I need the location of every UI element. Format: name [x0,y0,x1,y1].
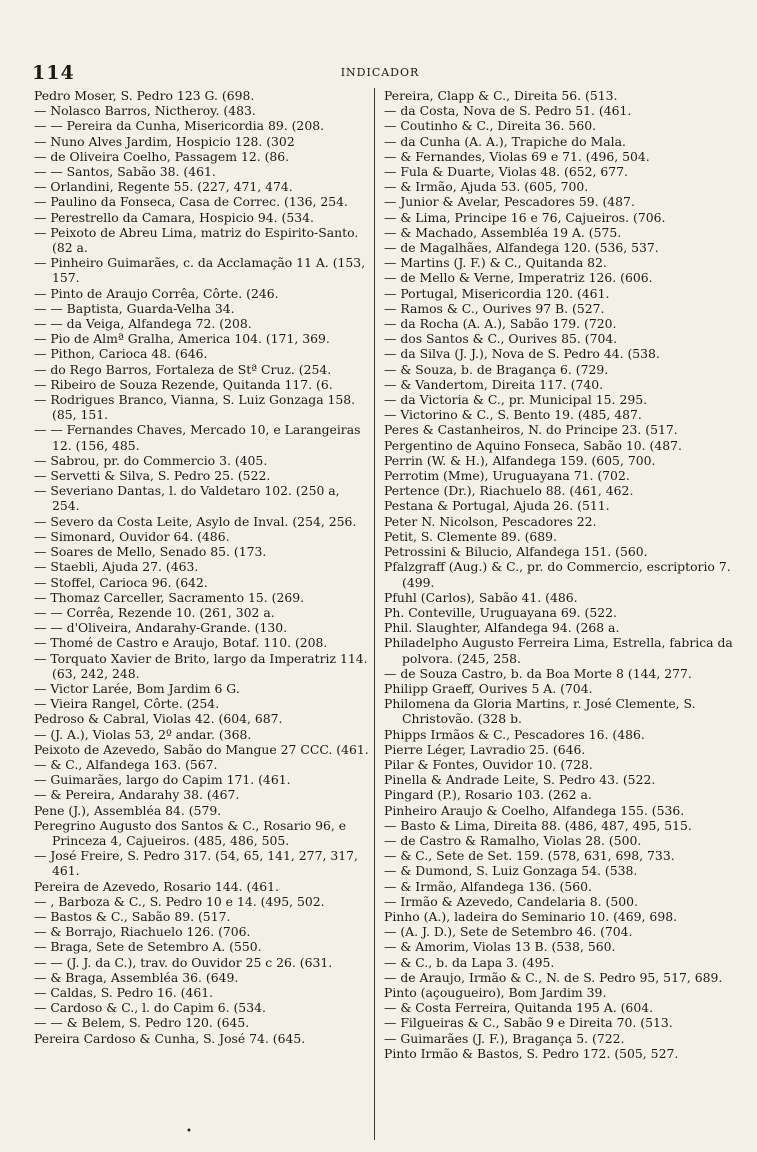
directory-entry: — & Amorim, Violas 13 B. (538, 560. [384,939,616,955]
directory-entry: — Filgueiras & C., Sabão 9 e Direita 70. (513. [384,1015,673,1031]
directory-entry: — & Vandertom, Direita 117. (740. [384,376,604,392]
directory-entry: — da Silva (J. J.), Nova de S. Pedro 44. (538. [384,346,660,362]
directory-entry: Pingard (P.), Rosario 103. (262 a. [384,787,592,803]
directory-entry: — & Dumond, S. Luiz Gonzaga 54. (538. [384,863,638,879]
directory-entry: — Nolasco Barros, Nictheroy. (483. [34,103,256,119]
column-divider [374,88,375,1140]
directory-entry: — Peixoto de Abreu Lima, matriz do Espirito-Santo. (82 a. [34,224,359,256]
directory-entry: — da Victoria & C., pr. Municipal 15. 295. [384,392,648,408]
directory-entry: — de Oliveira Coelho, Passagem 12. (86. [34,148,290,164]
directory-entry: Pierre Léger, Lavradio 25. (646. [384,741,586,757]
directory-entry: — & Fernandes, Violas 69 e 71. (496, 504. [384,148,650,164]
page-number: 114 [32,62,75,84]
directory-entry: Pene (J.), Assembléa 84. (579. [34,802,222,818]
directory-entry: Peter N. Nicolson, Pescadores 22. [384,513,597,529]
directory-entry: Philomena da Gloria Martins, r. José Clemente, S. Christovão. (328 b. [384,696,696,727]
directory-entry: — José Freire, S. Pedro 317. (54, 65, 141, 277, 317, 461. [34,848,358,879]
directory-entry: — Torquato Xavier de Brito, largo da Imperatriz 114. (63, 242, 248. [34,650,368,681]
directory-entry: Pinheiro Araujo & Coelho, Alfandega 155. (536. [384,802,685,818]
directory-entry: — Thomé de Castro e Araujo, Botaf. 110. (208. [34,635,328,651]
right-column [384,88,752,1061]
directory-entry: Pilar & Fontes, Ouvidor 10. (728. [384,756,593,772]
directory-entry: Peres & Castanheiros, N. do Principe 23. (517. [384,422,678,438]
directory-entry: — de Mello & Verne, Imperatriz 126. (606. [384,270,653,286]
directory-entry: Petit, S. Clemente 89. (689. [384,528,557,544]
directory-entry: — Pithon, Carioca 48. (646. [34,346,208,362]
footer-mark: • [186,1126,192,1137]
directory-entry: — & C., b. da Lapa 3. (495. [384,954,555,970]
directory-entry: — da Cunha (A. A.), Trapiche do Mala. [384,133,626,149]
directory-entry: — Irmão & Azevedo, Candelaria 8. (500. [384,893,638,909]
directory-entry: — Servetti & Silva, S. Pedro 25. (522. [34,468,271,484]
directory-entry: Pereira, Clapp & C., Direita 56. (513. [384,88,618,103]
running-title: INDICADOR [340,66,420,79]
directory-entry: — Basto & Lima, Direita 88. (486, 487, 495, 515. [384,817,692,833]
directory-entry: — Vieira Rangel, Côrte. (254. [34,696,220,712]
directory-entry: Peregrino Augusto dos Santos & C., Rosario 96, e Princeza 4, Cajueiros. (485, 486, 505. [34,817,347,848]
directory-entry: Phipps Irmãos & C., Pescadores 16. (486. [384,726,645,742]
directory-entry: — Paulino da Fonseca, Casa de Correc. (136, 254. [34,194,348,210]
directory-entry: — Thomaz Carceller, Sacramento 15. (269. [34,589,305,605]
directory-entry: — Bastos & C., Sabão 89. (517. [34,908,231,924]
directory-entry: — & Costa Ferreira, Quitanda 195 A. (604. [384,1000,654,1016]
directory-entry: Pereira Cardoso & Cunha, S. José 74. (645. [34,1030,306,1046]
directory-entry: — & Braga, Assembléa 36. (649. [34,969,239,985]
directory-entry: Petrossini & Bilucio, Alfandega 151. (560. [384,544,648,560]
directory-entry: — (J. A.), Violas 53, 2º andar. (368. [34,726,252,742]
directory-entry: — Fula & Duarte, Violas 48. (652, 677. [384,164,628,180]
left-column [34,88,370,1046]
directory-entry: — — Pereira da Cunha, Misericordia 89. (208. [34,118,325,134]
directory-entry: — & Souza, b. de Bragança 6. (729. [384,361,609,377]
directory-entry: — Rodrigues Branco, Vianna, S. Luiz Gonzaga 158. (85, 151. [34,392,356,423]
directory-entry: — da Costa, Nova de S. Pedro 51. (461. [384,103,632,119]
directory-entry: — , Barboza & C., S. Pedro 10 e 14. (495, 502. [34,893,325,909]
directory-entry: — Simonard, Ouvidor 64. (486. [34,528,230,544]
directory-entry: — Pinheiro Guimarães, c. da Acclamação 11 A. (153, 157. [34,255,366,286]
directory-entry: — Pio de Almª Gralha, America 104. (171, 369. [34,331,330,347]
directory-entry: Phil. Slaughter, Alfandega 94. (268 a. [384,620,620,636]
directory-entry: — — d'Oliveira, Andarahy-Grande. (130. [34,620,288,636]
directory-entry: Pereira de Azevedo, Rosario 144. (461. [34,878,279,894]
directory-entry: — Braga, Sete de Setembro A. (550. [34,939,262,955]
directory-entry: — — da Veiga, Alfandega 72. (208. [34,316,252,332]
directory-entry: — do Rego Barros, Fortaleza de Stª Cruz. (254. [34,361,332,377]
directory-entry: — — Fernandes Chaves, Mercado 10, e Larangeiras 12. (156, 485. [34,422,361,453]
directory-entry: — — Corrêa, Rezende 10. (261, 302 a. [34,604,275,620]
directory-entry: Perrin (W. & H.), Alfandega 159. (605, 700. [384,452,656,468]
directory-entry: Perrotim (Mme), Uruguayana 71. (702. [384,468,630,484]
directory-entry: — Severiano Dantas, l. do Valdetaro 102. (250 a, 254. [34,483,340,514]
directory-entry: Pertence (Dr.), Riachuelo 88. (461, 462. [384,483,634,499]
directory-entry: — Pinto de Araujo Corrêa, Côrte. (246. [34,285,279,301]
directory-entry: — Portugal, Misericordia 120. (461. [384,285,610,301]
directory-entry: — & C., Sete de Set. 159. (578, 631, 698, 733. [384,848,675,864]
directory-entry: Pedro Moser, S. Pedro 123 G. (698. [34,88,255,103]
directory-entry: Pfalzgraff (Aug.) & C., pr. do Commercio, escriptorio 7. (499. [384,559,731,590]
directory-entry: Philadelpho Augusto Ferreira Lima, Estrella, fabrica da polvora. (245, 258. [384,635,733,666]
directory-entry: — de Souza Castro, b. da Boa Morte 8 (144, 277. [384,665,692,681]
directory-entry: — Ribeiro de Souza Rezende, Quitanda 117. (6. [34,376,333,392]
directory-entry: Pinho (A.), ladeira do Seminario 10. (469, 698. [384,908,678,924]
directory-entry: — dos Santos & C., Ourives 85. (704. [384,331,618,347]
directory-entry: Peixoto de Azevedo, Sabão do Mangue 27 CCC. (461. [34,741,369,757]
directory-entry: — Victorino & C., S. Bento 19. (485, 487. [384,407,642,423]
directory-entry: — & Machado, Assembléa 19 A. (575. [384,224,622,240]
directory-entry: Pestana & Portugal, Ajuda 26. (511. [384,498,610,514]
directory-entry: Philipp Graeff, Ourives 5 A. (704. [384,680,593,696]
directory-entry: Pfuhl (Carlos), Sabão 41. (486. [384,589,578,605]
directory-entry: — Nuno Alves Jardim, Hospicio 128. (302 [34,133,295,149]
directory-entry: — & Pereira, Andarahy 38. (467. [34,787,240,803]
directory-entry: — Guimarães (J. F.), Bragança 5. (722. [384,1030,625,1046]
directory-entry: — — Baptista, Guarda-Velha 34. [34,300,235,316]
directory-entry: Pinella & Andrade Leite, S. Pedro 43. (522. [384,772,656,788]
directory-entry: — Ramos & C., Ourives 97 B. (527. [384,300,605,316]
directory-entry: Ph. Conteville, Uruguayana 69. (522. [384,604,617,620]
directory-entry: Pedroso & Cabral, Violas 42. (604, 687. [34,711,283,727]
directory-entry: — & C., Alfandega 163. (567. [34,756,218,772]
directory-entry: — & Borrajo, Riachuelo 126. (706. [34,924,251,940]
directory-entry: — Caldas, S. Pedro 16. (461. [34,984,214,1000]
directory-entry: Pinto (açougueiro), Bom Jardim 39. [384,984,607,1000]
directory-entry: — Soares de Mello, Senado 85. (173. [34,544,267,560]
directory-entry: — Victor Larée, Bom Jardim 6 G. [34,680,240,696]
directory-entry: — Sabrou, pr. do Commercio 3. (405. [34,452,268,468]
directory-entry: — Perestrello da Camara, Hospicio 94. (534. [34,209,314,225]
directory-entry: — Guimarães, largo do Capim 171. (461. [34,772,291,788]
directory-entry: — & Irmão, Alfandega 136. (560. [384,878,592,894]
directory-entry: — de Castro & Ramalho, Violas 28. (500. [384,832,642,848]
directory-entry: — de Araujo, Irmão & C., N. de S. Pedro 95, 517, 689. [384,969,723,985]
directory-entry: — Orlandini, Regente 55. (227, 471, 474. [34,179,293,195]
directory-entry: — Coutinho & C., Direita 36. 560. [384,118,597,134]
directory-entry: — Martins (J. F.) & C., Quitanda 82. [384,255,607,271]
directory-entry: — — Santos, Sabão 38. (461. [34,164,216,180]
directory-entry: — Cardoso & C., l. do Capim 6. (534. [34,1000,266,1016]
directory-entry: — da Rocha (A. A.), Sabão 179. (720. [384,316,617,332]
directory-entry: — Stoffel, Carioca 96. (642. [34,574,208,590]
directory-entry: — de Magalhães, Alfandega 120. (536, 537. [384,240,659,256]
directory-entry: — Staebli, Ajuda 27. (463. [34,559,199,575]
directory-entry: — — & Belem, S. Pedro 120. (645. [34,1015,250,1031]
directory-entry: — — (J. J. da C.), trav. do Ouvidor 25 c 26. (631. [34,954,333,970]
directory-entry: Pinto Irmão & Bastos, S. Pedro 172. (505, 527. [384,1045,679,1061]
directory-entry: — Junior & Avelar, Pescadores 59. (487. [384,194,635,210]
directory-entry: — Severo da Costa Leite, Asylo de Inval. (254, 256. [34,513,357,529]
directory-entry: — (A. J. D.), Sete de Setembro 46. (704. [384,924,633,940]
directory-entry: — & Lima, Principe 16 e 76, Cajueiros. (706. [384,209,666,225]
directory-entry: — & Irmão, Ajuda 53. (605, 700. [384,179,589,195]
directory-entry: Pergentino de Aquino Fonseca, Sabão 10. (487. [384,437,682,453]
